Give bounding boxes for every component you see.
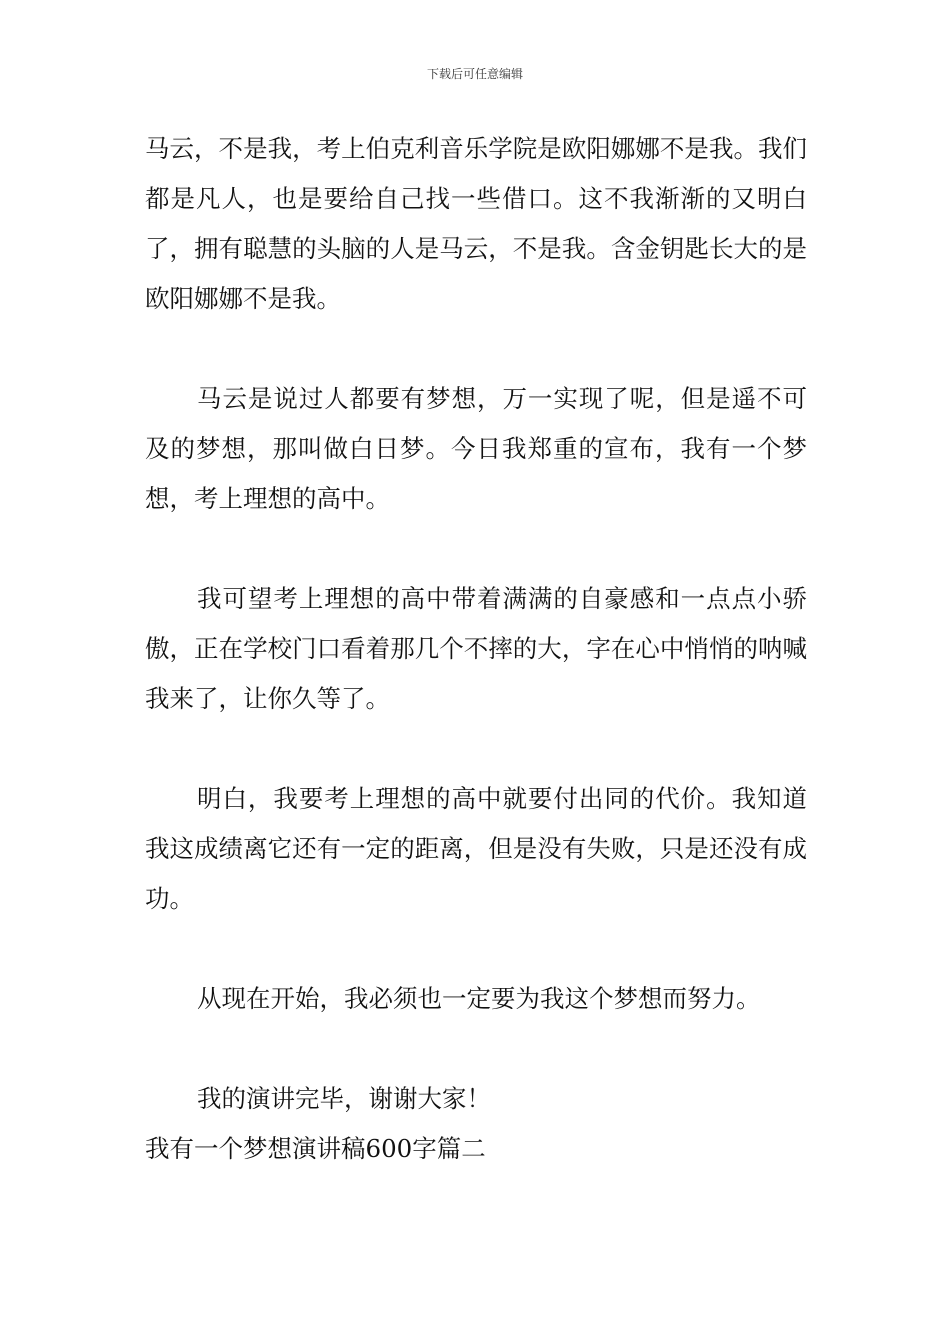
document-body bbox=[145, 124, 807, 1174]
paragraph-5: 从现在开始，我必须也一定要为我这个梦想而努力。 bbox=[197, 984, 761, 1013]
section-subtitle: 我有一个梦想演讲稿600字篇二 bbox=[145, 1134, 486, 1163]
paragraph-4: 明白，我要考上理想的高中就要付出同的代价。我知道我这成绩离它还有一定的距离，但是没有失败，只是还没有成功。 bbox=[145, 784, 807, 913]
paragraph-2: 马云是说过人都要有梦想，万一实现了呢，但是遥不可及的梦想，那叫做白日梦。今日我郑重的宣布，我有一个梦想，考上理想的高中。 bbox=[145, 384, 807, 513]
paragraph-1: 马云，不是我，考上伯克利音乐学院是欧阳娜娜不是我。我们都是凡人，也是要给自己找一些借口。这不我渐渐的又明白了，拥有聪慧的头脑的人是马云，不是我。含金钥匙长大的是欧阳娜娜不是我。 bbox=[145, 134, 807, 313]
page-header: 下载后可任意编辑 bbox=[426, 67, 523, 81]
paragraph-3: 我可望考上理想的高中带着满满的自豪感和一点点小骄傲，正在学校门口看着那几个不摔的大，字在心中悄悄的呐喊我来了，让你久等了。 bbox=[145, 584, 807, 713]
paragraph-6: 我的演讲完毕，谢谢大家！ bbox=[197, 1084, 491, 1113]
